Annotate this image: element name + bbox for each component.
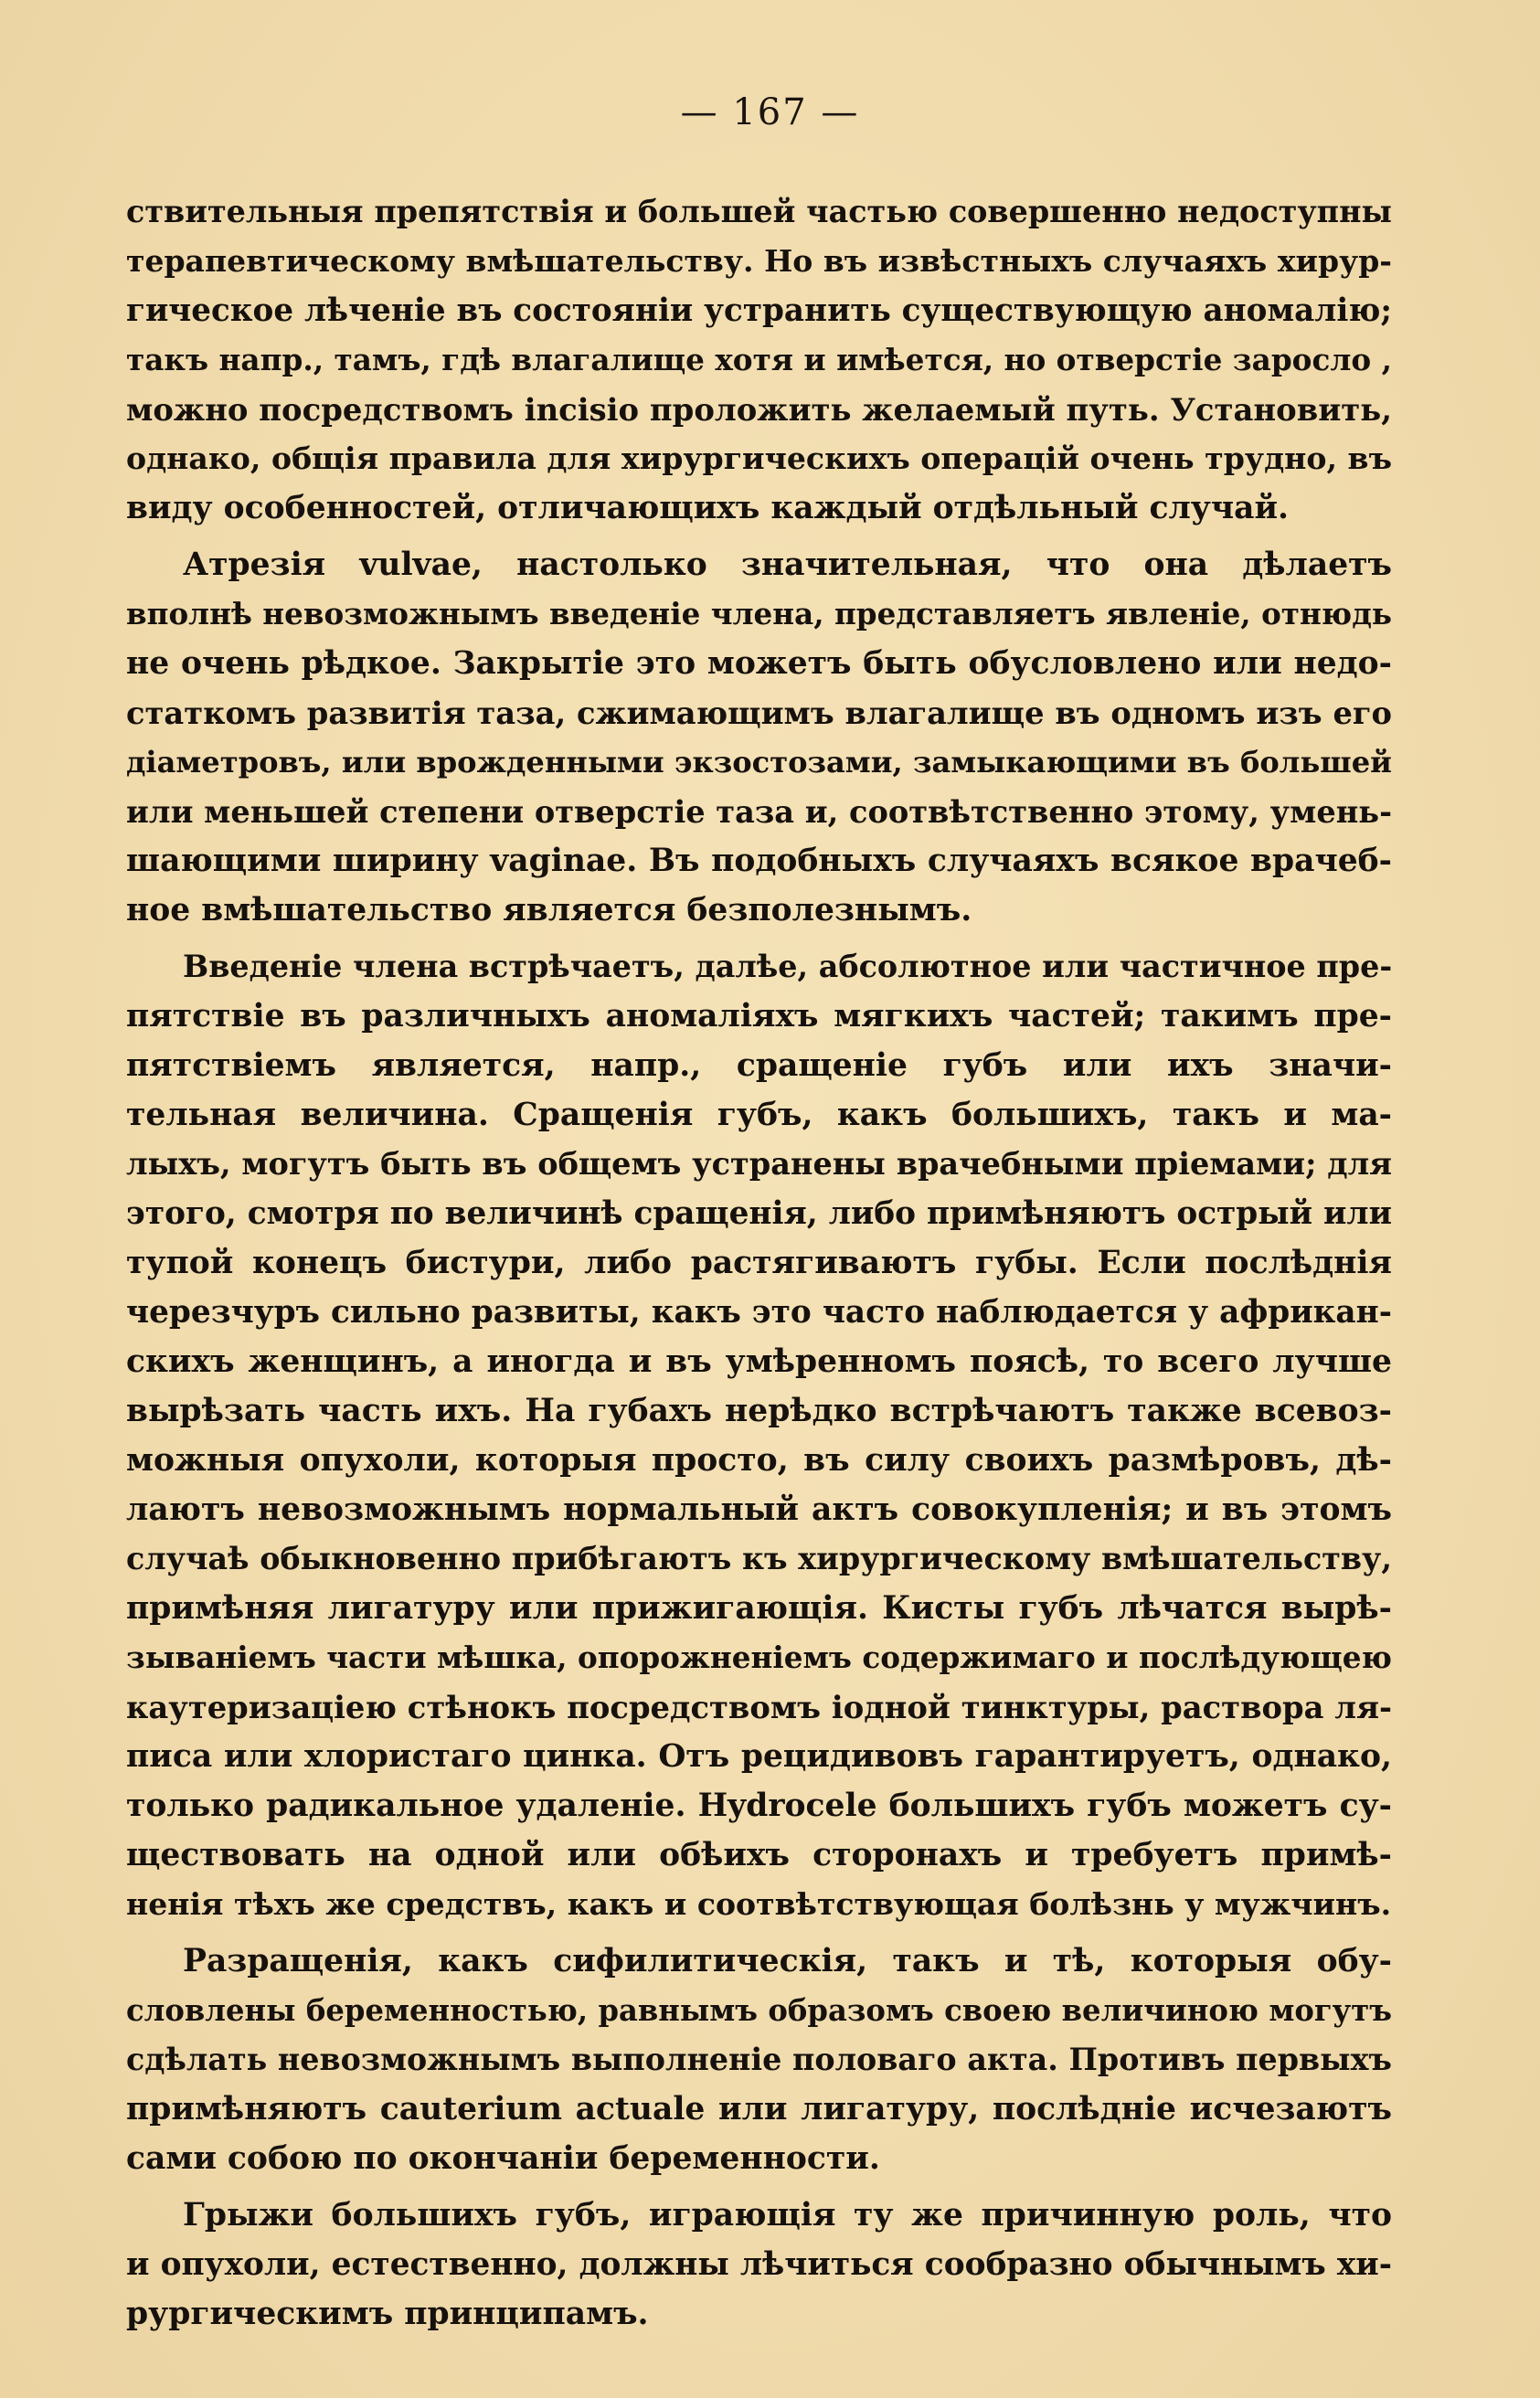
text-line: случаѣ обыкновенно прибѣгаютъ къ хирургическому вмѣшательству,	[126, 1541, 1392, 1576]
text-line: пятствіе въ различныхъ аномаліяхъ мягкихъ частей; такимъ пре-	[126, 998, 1392, 1035]
text-line: Атрезія vulvae, настолько значительная, что она дѣлаетъ	[183, 546, 1392, 583]
text-line: тельная величина. Сращенія губъ, какъ большихъ, такъ и ма-	[126, 1097, 1392, 1133]
paragraph-5	[126, 2191, 1392, 2339]
paragraph-2	[126, 540, 1392, 935]
text-line: такъ напр., тамъ, гдѣ влагалище хотя и имѣется, но отверстіе заросло ,	[126, 342, 1392, 377]
text-line: скихъ женщинъ, а иногда и въ умѣренномъ поясѣ, то всего лучше	[126, 1343, 1392, 1380]
text-line: каутеризаціею стѣнокъ посредствомъ іодной тинктуры, раствора ля-	[126, 1689, 1392, 1725]
text-line: лыхъ, могутъ быть въ общемъ устранены врачебными пріемами; для	[126, 1146, 1392, 1182]
text-line: можно посредствомъ incisio проложить желаемый путь. Установить,	[126, 391, 1392, 428]
text-line: только радикальное удаленіе. Hydrocele большихъ губъ можетъ су-	[126, 1788, 1392, 1824]
text-line: терапевтическому вмѣшательству. Но въ извѣстныхъ случаяхъ хирур-	[126, 243, 1392, 279]
text-line: черезчуръ сильно развиты, какъ это часто наблюдается у африкан-	[126, 1294, 1392, 1331]
text-line: писа или хлористаго цинка. Отъ рецидивовъ гарантируетъ, однако,	[126, 1738, 1392, 1775]
text-line: сами собою по окончаніи беременности.	[126, 2140, 880, 2177]
text-line: ное вмѣшательство является безполезнымъ.	[126, 892, 972, 928]
text-line: и опухоли, естественно, должны лѣчиться сообразно обычнымъ хи-	[126, 2246, 1392, 2283]
paragraph-3	[126, 942, 1392, 1929]
body-text	[126, 187, 1392, 2346]
text-line: лаютъ невозможнымъ нормальный актъ совокупленія; и въ этомъ	[126, 1491, 1392, 1528]
paragraph-4	[126, 1936, 1392, 2183]
text-line: этого, смотря по величинѣ сращенія, либо примѣняютъ острый или	[126, 1195, 1392, 1232]
text-line: можныя опухоли, которыя просто, въ силу своихъ размѣровъ, дѣ-	[126, 1442, 1392, 1479]
text-line: виду особенностей, отличающихъ каждый отдѣльный случай.	[126, 490, 1290, 526]
text-line: статкомъ развитія таза, сжимающимъ влагалище въ одномъ изъ его	[126, 695, 1392, 731]
text-line: ненія тѣхъ же средствъ, какъ и соотвѣтствующая болѣзнь у мужчинъ.	[126, 1886, 1392, 1922]
text-line: словлены беременностью, равнымъ образомъ своею величиною могутъ	[126, 1993, 1392, 2028]
text-line: шающими ширину vaginae. Въ подобныхъ случаяхъ всякое врачеб-	[126, 843, 1392, 879]
text-line: не очень рѣдкое. Закрытіе это можетъ быть обусловлено или недо-	[126, 645, 1392, 682]
text-line: гическое лѣченіе въ состояніи устранить существующую аномалію;	[126, 292, 1392, 329]
text-line: пятствіемъ является, напр., сращеніе губъ или ихъ значи-	[126, 1047, 1392, 1084]
text-line: Введеніе члена встрѣчаетъ, далѣе, абсолютное или частичное пре-	[183, 949, 1393, 984]
paragraph-1	[126, 187, 1392, 533]
text-line: или меньшей степени отверстіе таза и, соотвѣтственно этому, умень-	[126, 793, 1392, 830]
page-number: — 167 —	[680, 91, 860, 133]
text-line: вырѣзать часть ихъ. На губахъ нерѣдко встрѣчаютъ также всевоз-	[126, 1393, 1392, 1429]
text-line: сдѣлать невозможнымъ выполненіе половаго акта. Противъ первыхъ	[126, 2042, 1392, 2077]
text-line: ществовать на одной или обѣихъ сторонахъ и требуетъ примѣ-	[126, 1837, 1392, 1873]
text-line: тупой конецъ бистури, либо растягиваютъ губы. Если послѣднія	[126, 1245, 1392, 1281]
text-line: Разращенія, какъ сифилитическія, такъ и тѣ, которыя обу-	[183, 1943, 1392, 1979]
text-line: діаметровъ, или врожденными экзостозами, замыкающими въ большей	[126, 745, 1392, 780]
text-line: Грыжи большихъ губъ, играющія ту же причинную роль, что	[183, 2197, 1392, 2234]
text-line: примѣняютъ cauterium actuale или лигатуру, послѣдніе исчезаютъ	[126, 2091, 1392, 2127]
text-line: однако, общія правила для хирургическихъ операцій очень трудно, въ	[126, 440, 1392, 476]
text-line: зываніемъ части мѣшка, опорожненіемъ содержимаго и послѣдующею	[126, 1639, 1392, 1675]
text-line: ствительныя препятствія и большей частью совершенно недоступны	[126, 194, 1392, 229]
text-line: вполнѣ невозможнымъ введеніе члена, представляетъ явленіе, отнюдь	[126, 596, 1392, 631]
text-line: рургическимъ принципамъ.	[126, 2296, 649, 2332]
text-line: примѣняя лигатуру или прижигающія. Кисты губъ лѣчатся вырѣ-	[126, 1590, 1392, 1627]
